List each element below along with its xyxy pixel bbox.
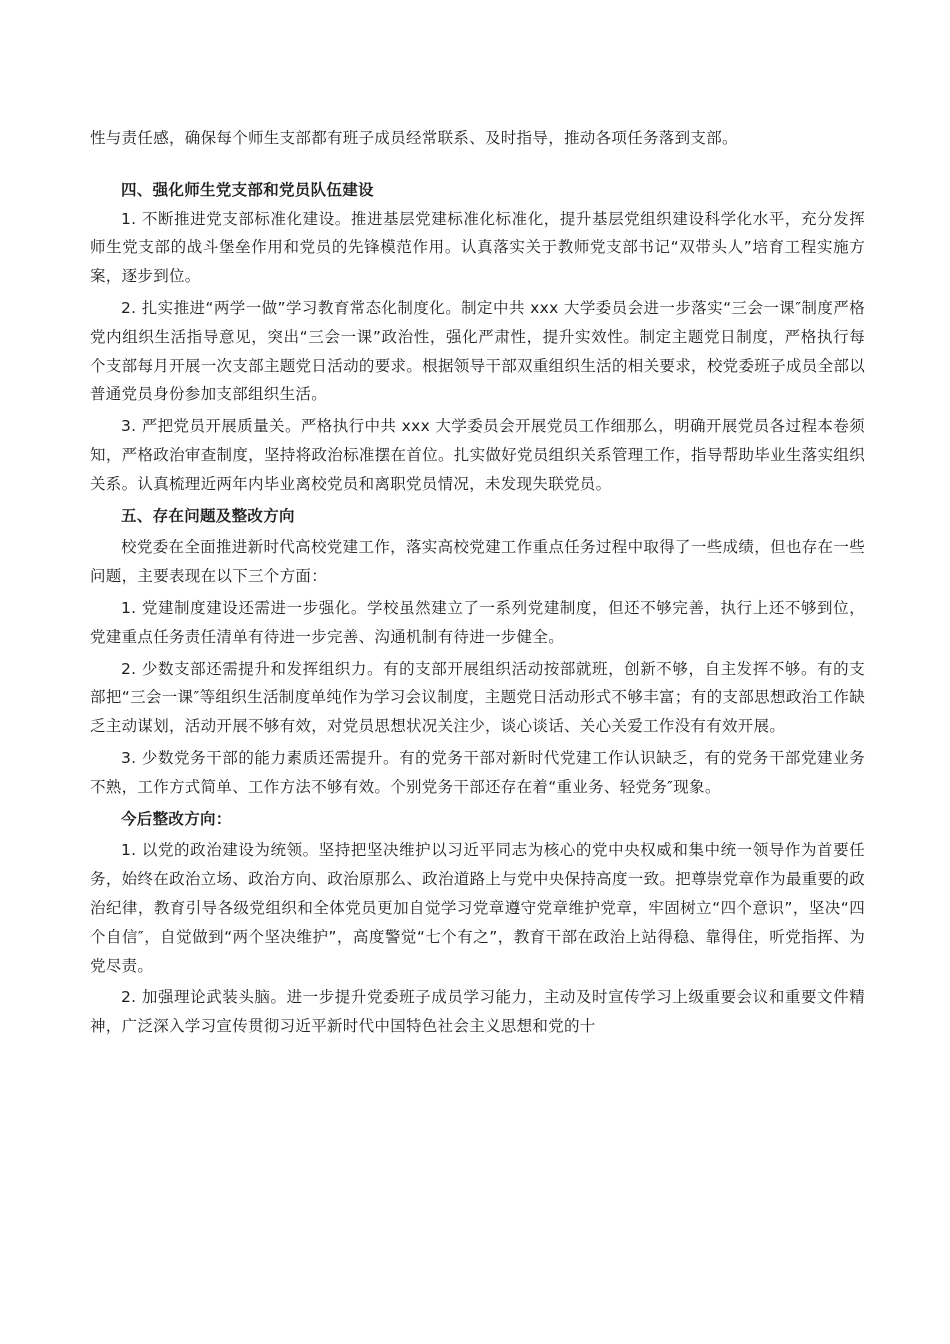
section5-intro-paragraph: 校党委在全面推进新时代高校党建工作，落实高校党建工作重点任务过程中取得了一些成绩，但也存在一些问题，主要表现在以下三个方面： xyxy=(90,538,865,586)
section5-paragraph-3: 3. 少数党务干部的能力素质还需提升。有的党务干部对新时代党建工作认识缺乏，有的党务干部党建业务不熟，工作方式简单、工作方法不够有效。个别党务干部还存在着“重业务、轻党务″现象。 xyxy=(90,748,865,796)
section5-paragraph-2: 2. 少数支部还需提升和发挥组织力。有的支部开展组织活动按部就班，创新不够，自主发挥不够。有的支部把“三会一课″等组织生活制度单纯作为学习会议制度，主题党日活动形式不够丰富；有的支部思想政治工作缺乏主动谋划，活动开展不够有效，对党员思想状况关注少，谈心谈话、关心关爱工作没有有效开展。 xyxy=(90,659,865,736)
section5-paragraph-1: 1. 党建制度建设还需进一步强化。学校虽然建立了一系列党建制度，但还不够完善，执行上还不够到位，党建重点任务责任清单有待进一步完善、沟通机制有待进一步健全。 xyxy=(90,598,865,646)
rectification-paragraph-1: 1. 以党的政治建设为统领。坚持把坚决维护以习近平同志为核心的党中央权威和集中统一领导作为首要任务，始终在政治立场、政治方向、政治原那么、政治道路上与党中央保持高度一致。把尊崇党章作为最重要的政治纪律，教育引导各级党组织和全体党员更加自觉学习党章遵守党章维护党章，牢固树立“四个意识”，坚决“四个自信″，自觉做到“两个坚决维护”，高度警觉“七个有之”，教育干部在政治上站得稳、靠得住，听党指挥、为党尽责。 xyxy=(90,841,865,975)
section4-paragraph-2: 2. 扎实推进“两学一做”学习教育常态化制度化。制定中共 xxx 大学委员会进一步落实“三会一课″制度严格党内组织生活指导意见，突出“三会一课”政治性，强化严肃性，提升实效性。制定主题党日制度，严格执行每个支部每月开展一次支部主题党日活动的要求。根据领导干部双重组织生活的相关要求，校党委班子成员全部以普通党员身份参加支部组织生活。 xyxy=(90,298,865,404)
section5-heading: 五、存在问题及整改方向 xyxy=(121,506,295,525)
rectification-paragraph-2: 2. 加强理论武装头脑。进一步提升党委班子成员学习能力，主动及时宣传学习上级重要会议和重要文件精神，广泛深入学习宣传贯彻习近平新时代中国特色社会主义思想和党的十 xyxy=(90,988,865,1036)
document-page xyxy=(90,124,865,1041)
section4-paragraph-1: 1. 不断推进党支部标准化建设。推进基层党建标准化标准化，提升基层党组织建设科学化水平，充分发挥师生党支部的战斗堡垒作用和党员的先锋模范作用。认真落实关于教师党支部书记“双带头人”培育工程实施方案，逐步到位。 xyxy=(90,209,865,286)
intro-tail-paragraph: 性与责任感，确保每个师生支部都有班子成员经常联系、及时指导，推动各项任务落到支部。 xyxy=(90,129,738,147)
section4-paragraph-3: 3. 严把党员开展质量关。严格执行中共 xxx 大学委员会开展党员工作细那么，明确开展党员各过程本卷须知，严格政治审查制度，坚持将政治标准摆在首位。扎实做好党员组织关系管理工作，指导帮助毕业生落实组织关系。认真梳理近两年内毕业离校党员和离职党员情况，未发现失联党员。 xyxy=(90,417,865,493)
rectification-heading: 今后整改方向： xyxy=(121,809,232,828)
section4-heading: 四、强化师生党支部和党员队伍建设 xyxy=(121,180,374,199)
